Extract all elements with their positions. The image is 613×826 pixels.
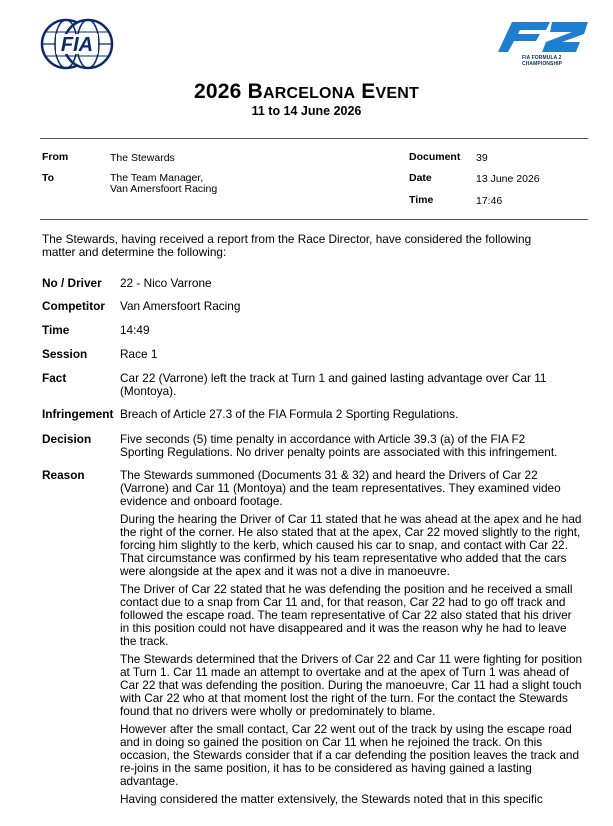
infringement-value: Breach of Article 27.3 of the FIA Formula 2 Sporting Regulations.: [120, 407, 459, 421]
time-label: Time: [409, 194, 434, 206]
incident-time-label: Time: [42, 323, 70, 337]
session-value: Race 1: [120, 347, 158, 361]
competitor-value: Van Amersfoort Racing: [120, 299, 241, 313]
document-value: 39: [476, 152, 488, 164]
f2-sub-line2: CHAMPIONSHIP: [522, 61, 563, 67]
decision-label: Decision: [42, 432, 92, 446]
driver-value: 22 - Nico Varrone: [120, 276, 212, 290]
date-label: Date: [409, 172, 432, 184]
from-value: The Stewards: [110, 152, 175, 164]
divider-top: [40, 138, 588, 139]
session-label: Session: [42, 347, 88, 361]
decision-value: Five seconds (5) time penalty in accordance with Article 39.3 (a) of the FIA F2 Sporting Regulations. No driver penalty points are associated with this infringement.: [120, 432, 558, 459]
infringement-label: Infringement: [42, 407, 114, 421]
reason-body: [120, 469, 583, 811]
from-label: From: [42, 151, 69, 163]
to-value-line1: The Team Manager,: [110, 172, 204, 184]
date-value: 13 June 2026: [476, 173, 540, 185]
event-dates: 11 to 14 June 2026: [251, 104, 362, 118]
document-label: Document: [409, 151, 461, 163]
reason-paragraph: Having considered the matter extensively, the Stewards noted that in this specific: [120, 792, 543, 806]
f2-mark-icon: [498, 20, 590, 54]
time-value: 17:46: [476, 195, 503, 207]
divider-header: [40, 219, 588, 220]
fact-value: Car 22 (Varrone) left the track at Turn 1 and gained lasting advantage over Car 11 (Montoya).: [120, 371, 547, 398]
reason-label: Reason: [42, 468, 85, 482]
to-value-line2: Van Amersfoort Racing: [110, 183, 218, 195]
intro-text: The Stewards, having received a report from the Race Director, have considered the following matter and determine the following:: [42, 232, 532, 259]
incident-time-value: 14:49: [120, 323, 150, 337]
fia-logo: [40, 18, 114, 70]
f2-championship-label: [522, 55, 562, 67]
fact-label: Fact: [42, 371, 67, 385]
reason-paragraph: The Driver of Car 22 stated that he was defending the position and he received a small contact due to a snap from Car 11 and, for that reason, Car 22 had to go off track and followed the escape road. The team representative of Car 22 also stated that his driver in this position could not have disappeared and it was the reason why he had to leave the track.: [120, 582, 573, 648]
f2-sub-line1: FIA FORMULA 2: [522, 55, 562, 61]
reason-paragraph: During the hearing the Driver of Car 11 stated that he was ahead at the apex and he had the right of the corner. He also stated that at the apex, Car 22 moved slightly to the right, forcing him slightly to the kerb, which caused his car to snap, and contact with Car 22. That circumstance was confirmed by his team representative who added that the cars were alongside at the apex and it was not a dive in manoeuvre.: [120, 512, 582, 578]
fia-globe-icon: [40, 18, 114, 70]
svg-text:FIA: FIA: [60, 34, 94, 56]
to-label: To: [42, 172, 55, 184]
reason-paragraph: The Stewards determined that the Drivers of Car 22 and Car 11 were fighting for position at Turn 1. Car 11 made an attempt to overtake and at the apex of Turn 1 was ahead of Car 22 that was defending the position. During the manoeuvre, Car 11 had a slight touch with Car 22 who at that moment lost the right of the turn. For the contact the Stewards found that no drivers were wholly or predominately to blame.: [120, 652, 583, 718]
competitor-label: Competitor: [42, 299, 105, 313]
page-title: 2026 BARCELONA EVENT: [194, 80, 419, 103]
reason-paragraph: The Stewards summoned (Documents 31 & 32) and heard the Drivers of Car 22 (Varrone) and Car 11 (Montoya) and the team representatives. They examined video evidence and onboard footage.: [120, 468, 561, 508]
reason-paragraph: However after the small contact, Car 22 went out of the track by using the escape road and in doing so gained the position on Car 11 when he rejoined the track. On this occasion, the Stewards consider that if a car defending the position leaves the track and re-joins in the same position, it has to be considered as having gained a lasting advantage.: [120, 722, 580, 788]
driver-label: No / Driver: [42, 276, 102, 290]
